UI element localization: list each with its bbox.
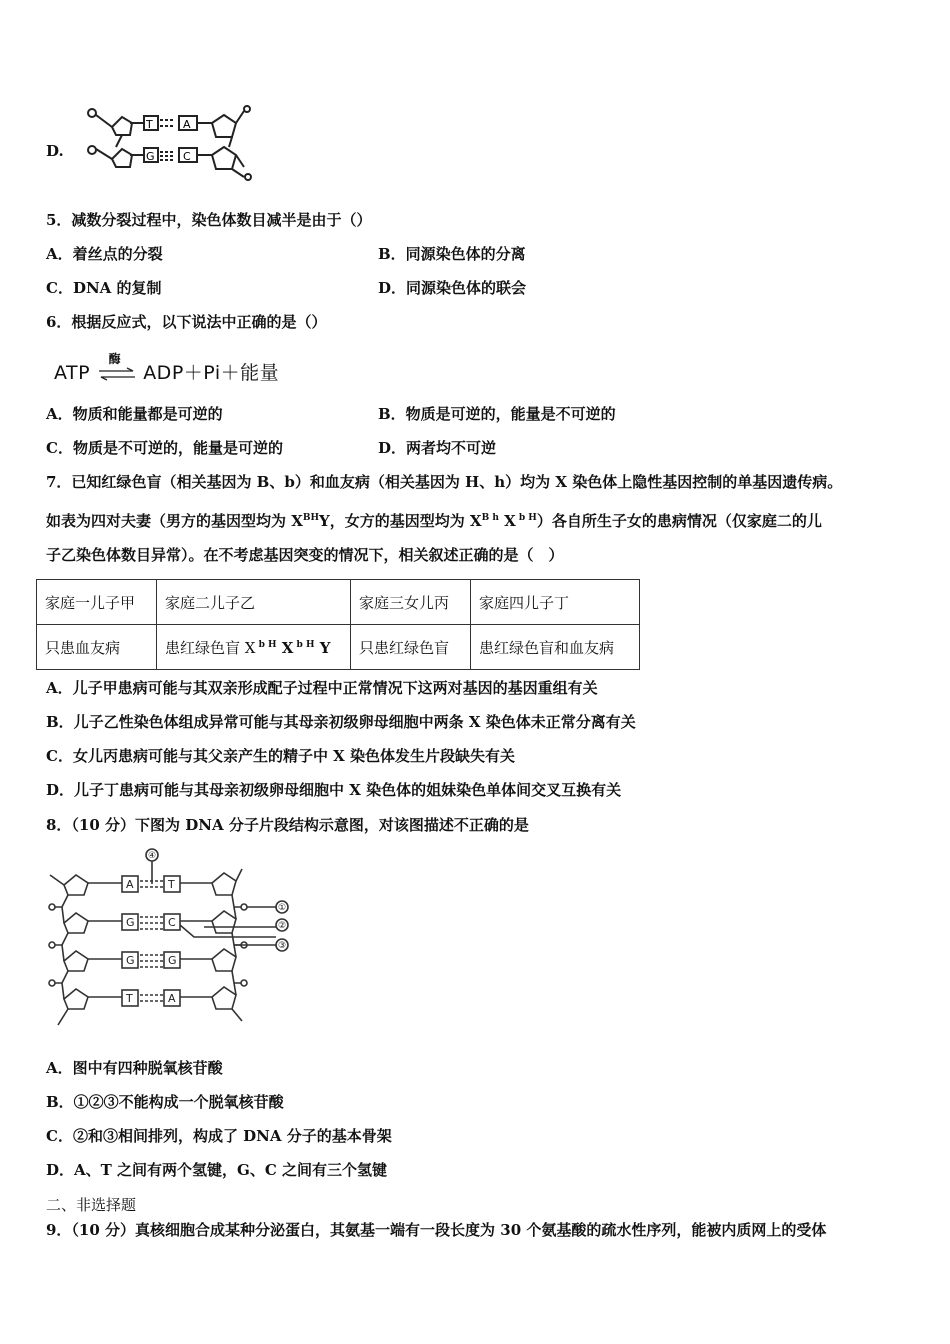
table-cell: 家庭三女儿丙 — [351, 580, 471, 625]
q8-option-d[interactable]: D．A、T 之间有两个氢键，G、C 之间有三个氢键 — [46, 1161, 388, 1179]
q8-right-base: A — [168, 992, 176, 1005]
q8-right-base: G — [168, 954, 177, 967]
q9-stem: 9．（10 分）真核细胞合成某种分泌蛋白，其氨基一端有一段长度为 30 个氨基酸的疏水性序列，能被内质网上的受体 — [46, 1221, 827, 1239]
q6-equation — [54, 351, 280, 385]
q7-stem-line3: 子乙染色体数目异常）。在不考虑基因突变的情况下，相关叙述正确的是（ ） — [46, 546, 564, 564]
q6-option-d[interactable]: D．两者均不可逆 — [378, 439, 497, 457]
table-row — [37, 580, 640, 625]
q5-option-a[interactable]: A．着丝点的分裂 — [46, 245, 163, 263]
table-row — [37, 625, 640, 670]
table-cell: 家庭二儿子乙 — [157, 580, 351, 625]
q8-left-base: G — [126, 954, 135, 967]
table-cell: 只患血友病 — [37, 625, 157, 670]
table-cell: 只患红绿色盲 — [351, 625, 471, 670]
q8-stem: 8．（10 分）下图为 DNA 分子片段结构示意图，对该图描述不正确的是 — [46, 816, 529, 834]
section-heading: 二、非选择题 — [46, 1196, 137, 1214]
q4-dna-diagram — [84, 105, 274, 185]
q8-mark-4: ④ — [147, 851, 157, 861]
q4-base-t: T — [146, 118, 153, 131]
q6-eq-enzyme: 酶 — [108, 351, 122, 366]
q8-mark-1: ① — [277, 903, 287, 913]
q8-option-b[interactable]: B．①②③不能构成一个脱氧核苷酸 — [46, 1093, 284, 1111]
q8-right-base: C — [168, 916, 176, 929]
q7-option-d[interactable]: D．儿子丁患病可能与其母亲初级卵母细胞中 X 染色体的姐妹染色单体间交叉互换有关 — [46, 781, 622, 799]
q4-base-a: A — [183, 118, 191, 131]
q6-option-b[interactable]: B．物质是可逆的，能量是不可逆的 — [378, 405, 616, 423]
q8-option-c[interactable]: C．②和③相间排列，构成了 DNA 分子的基本骨架 — [46, 1127, 392, 1145]
q7-option-c[interactable]: C．女儿丙患病可能与其父亲产生的精子中 X 染色体发生片段缺失有关 — [46, 747, 516, 765]
q8-dna-diagram — [44, 845, 294, 1035]
q4-base-g: G — [146, 150, 155, 163]
q5-option-b[interactable]: B．同源染色体的分离 — [378, 245, 526, 263]
q8-right-base: T — [168, 878, 175, 891]
q6-reversible-arrow — [97, 368, 137, 380]
q6-eq-right: ADP＋Pi＋能量 — [143, 362, 280, 384]
q6-eq-left: ATP — [54, 362, 91, 384]
q8-left-base: G — [126, 916, 135, 929]
q5-stem: 5．减数分裂过程中，染色体数目减半是由于（） — [46, 211, 372, 229]
q4-option-d-label[interactable]: D. — [46, 142, 64, 160]
q8-option-a[interactable]: A．图中有四种脱氧核苷酸 — [46, 1059, 223, 1077]
q8-mark-2: ② — [277, 921, 287, 931]
q6-option-a[interactable]: A．物质和能量都是可逆的 — [46, 405, 223, 423]
q7-table — [36, 579, 640, 670]
q5-option-d[interactable]: D．同源染色体的联会 — [378, 279, 527, 297]
table-cell: 家庭一儿子甲 — [37, 580, 157, 625]
q4-base-c: C — [183, 150, 191, 163]
q8-left-base: T — [126, 992, 133, 1005]
q8-mark-3: ③ — [277, 941, 287, 951]
q7-option-a[interactable]: A．儿子甲患病可能与其双亲形成配子过程中正常情况下这两对基因的基因重组有关 — [46, 679, 598, 697]
q6-option-c[interactable]: C．物质是不可逆的，能量是可逆的 — [46, 439, 283, 457]
q7-stem-line2: 如表为四对夫妻（男方的基因型均为 $X^{BH}Y$，女方的基因型均为 $X^{B h}$ X $^{b H}$）各自所生子女的患病情况（仅家庭二的儿 — [46, 512, 822, 530]
q6-stem: 6．根据反应式，以下说法中正确的是（） — [46, 313, 327, 331]
table-cell: 患红绿色盲和血友病 — [471, 625, 640, 670]
q7-stem-line1: 7．已知红绿色盲（相关基因为 B、b）和血友病（相关基因为 H、h）均为 X 染色体上隐性基因控制的单基因遗传病。 — [46, 473, 843, 491]
q7-option-b[interactable]: B．儿子乙性染色体组成异常可能与其母亲初级卵母细胞中两条 X 染色体未正常分离有关 — [46, 713, 636, 731]
q5-option-c[interactable]: C．DNA 的复制 — [46, 279, 162, 297]
q8-left-base: A — [126, 878, 134, 891]
table-cell: 家庭四儿子丁 — [471, 580, 640, 625]
table-cell: 患红绿色盲 X $^{b H}$ X $^{b H}$ Y — [157, 625, 351, 670]
